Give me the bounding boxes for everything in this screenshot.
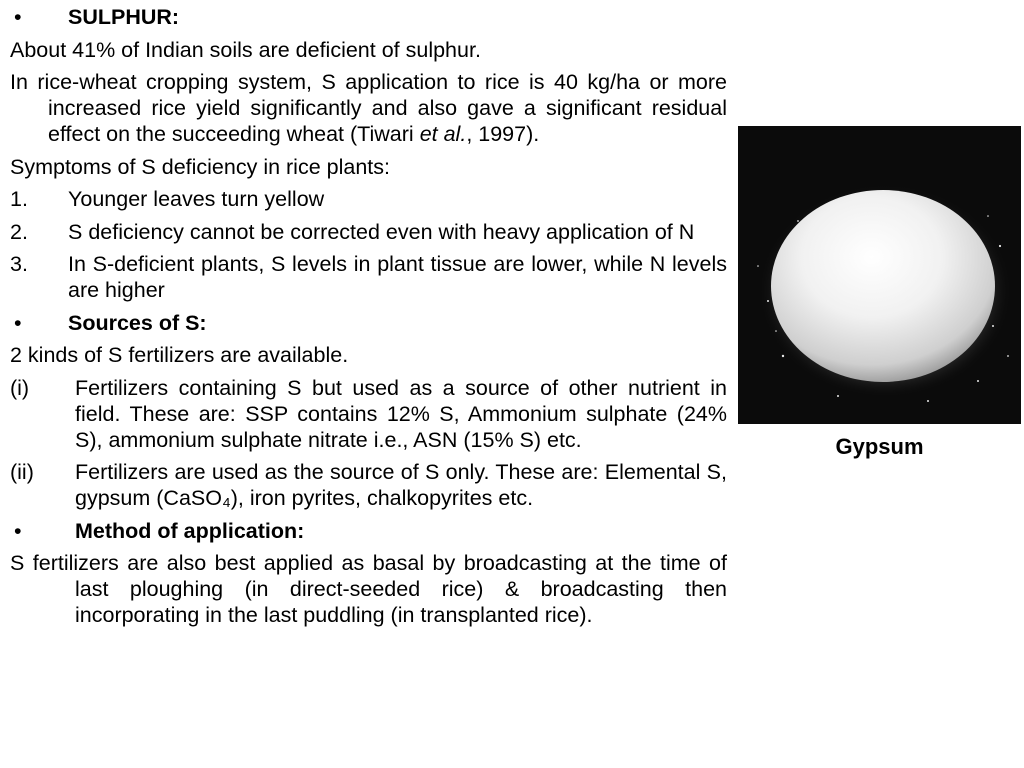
list-item: (ii) Fertilizers are used as the source of S only. These are: Elemental S, gypsum (CaSO₄), iron pyrites, chalkopyrites etc.: [10, 460, 727, 510]
list-item: (i) Fertilizers containing S but used as a source of other nutrient in field. These are: SSP contains 12% S, Ammonium sulphate (24% S), ammonium sulphate nitrate i.e., ASN (15% S) etc.: [10, 375, 727, 452]
citation-italic: et al.: [419, 122, 467, 146]
heading-sulphur: [10, 4, 727, 30]
list-item: 3. In S-deficient plants, S levels in plant tissue are lower, while N levels are higher: [10, 252, 727, 302]
bullet: •: [14, 310, 22, 335]
list-item: 2. S deficiency cannot be corrected even with heavy application of N: [10, 219, 695, 244]
gypsum-pile-image: [738, 126, 1021, 424]
method-heading: Method of application:: [75, 518, 305, 543]
heading-method: [10, 518, 727, 544]
slide-text: [10, 4, 727, 635]
sources-intro: 2 kinds of S fertilizers are available.: [10, 343, 349, 367]
heading-sources: [10, 310, 727, 336]
section-heading: SULPHUR:: [68, 5, 180, 29]
image-caption: Gypsum: [835, 434, 924, 459]
bullet: •: [14, 518, 22, 543]
rice-wheat-paragraph: In rice-wheat cropping system, S application to rice is 40 kg/ha or more increased rice yield significantly and also gave a significant residual effect on the succeeding wheat (Tiwari et al., 1997).: [10, 70, 727, 146]
sources-heading: Sources of S:: [68, 310, 207, 335]
intro-paragraph: About 41% of Indian soils are deficient of sulphur.: [10, 37, 481, 62]
list-item: 1. Younger leaves turn yellow: [10, 187, 325, 211]
method-paragraph: S fertilizers are also best applied as basal by broadcasting at the time of last ploughing (in direct-seeded rice) & broadcasting then incorporating in the last puddling (in transplanted rice).: [10, 551, 727, 627]
gypsum-photo: [738, 126, 1021, 424]
symptoms-intro: Symptoms of S deficiency in rice plants:: [10, 154, 390, 179]
bullet: •: [14, 5, 22, 29]
